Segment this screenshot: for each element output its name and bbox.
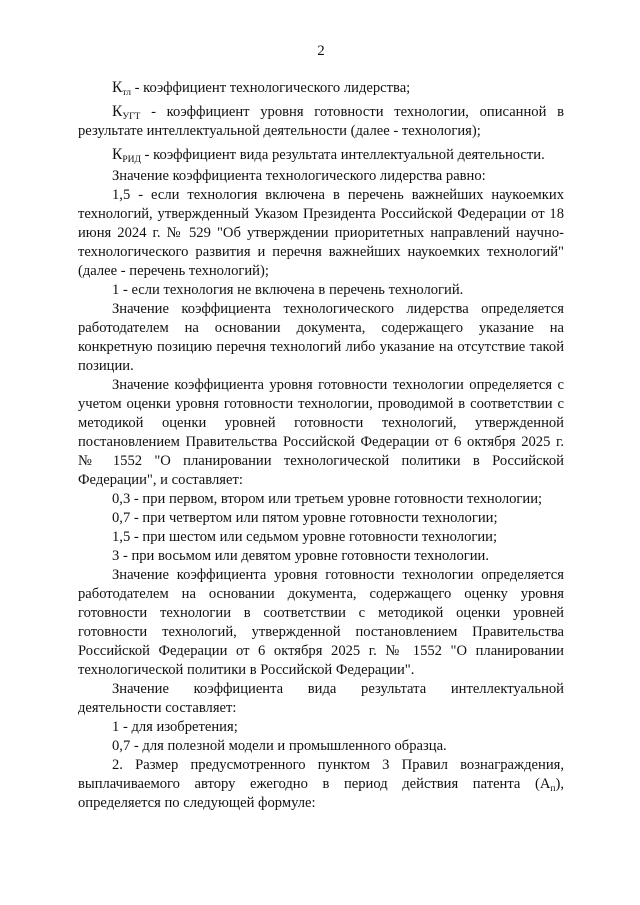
final-paragraph	[78, 756, 564, 813]
coefficient-symbol: К	[112, 79, 123, 96]
patent-subscript: п	[550, 784, 556, 794]
paragraph: Значение коэффициента технологического лидерства равно:	[112, 168, 486, 184]
coefficient-symbol: К	[112, 103, 123, 120]
document-body	[78, 74, 564, 813]
definition-text: - коэффициент вида результата интеллектуальной деятельности.	[140, 147, 545, 163]
paragraph: 1 - для изобретения;	[112, 719, 238, 735]
paragraph: 1,5 - если технология включена в перечень важнейших наукоемких технологий, утвержденный Указом Президента Российской Федерации от 18 июня 2024 г. № 529 "Об утверждении приоритетных направлений научно-технологического развития и перечня важнейших наукоемких технологий" (далее - перечень технологий);	[78, 187, 564, 279]
final-text-after: ), определяется по следующей формуле:	[78, 776, 564, 811]
definition-k-ugt	[78, 102, 564, 141]
paragraph: 3 - при восьмом или девятом уровне готовности технологии.	[112, 548, 489, 564]
paragraph: 0,7 - при четвертом или пятом уровне готовности технологии;	[112, 510, 498, 526]
coefficient-subscript: тл	[122, 88, 131, 98]
definition-k-tl	[78, 78, 564, 98]
page-number: 2	[317, 43, 325, 59]
final-text-before: 2. Размер предусмотренного пунктом 3 Правил вознаграждения, выплачиваемого автору ежегодно в период действия патента (А	[78, 757, 564, 792]
coefficient-subscript: УГТ	[122, 112, 141, 122]
paragraph: Значение коэффициента технологического лидерства определяется работодателем на основании документа, содержащего указание на конкретную позицию перечня технологий либо указание на отсутствие такой позиции.	[78, 301, 564, 374]
coefficient-symbol: К	[112, 146, 123, 163]
paragraph: 1,5 - при шестом или седьмом уровне готовности технологии;	[112, 529, 498, 545]
paragraph: 0,3 - при первом, втором или третьем уровне готовности технологии;	[112, 491, 543, 507]
paragraph: Значение коэффициента уровня готовности технологии определяется с учетом оценки уровня готовности технологии, проводимой в соответствии с методикой оценки уровней готовности технологий, утвержденной постановлением Правительства Российской Федерации от 6 октября 2025 г. № 1552 "О планировании технологической политики в Российской Федерации", и составляет:	[78, 377, 564, 488]
paragraph: 1 - если технология не включена в перечень технологий.	[112, 282, 464, 298]
paragraph: Значение коэффициента уровня готовности технологии определяется работодателем на основании документа, содержащего оценку уровня готовности технологии в соответствии с методикой оценки уровней готовности технологий, утвержденной постановлением Правительства Российской Федерации от 6 октября 2025 г. № 1552 "О планировании технологической политики в Российской Федерации".	[78, 567, 564, 678]
definition-text: - коэффициент технологического лидерства;	[131, 80, 411, 96]
paragraph: Значение коэффициента вида результата интеллектуальной деятельности составляет:	[78, 681, 564, 716]
definition-k-rid	[78, 145, 564, 165]
coefficient-subscript: РИД	[122, 155, 141, 165]
definition-text: - коэффициент уровня готовности технологии, описанной в результате интеллектуальной деятельности (далее - технология);	[78, 104, 564, 139]
paragraph: 0,7 - для полезной модели и промышленного образца.	[112, 738, 447, 754]
